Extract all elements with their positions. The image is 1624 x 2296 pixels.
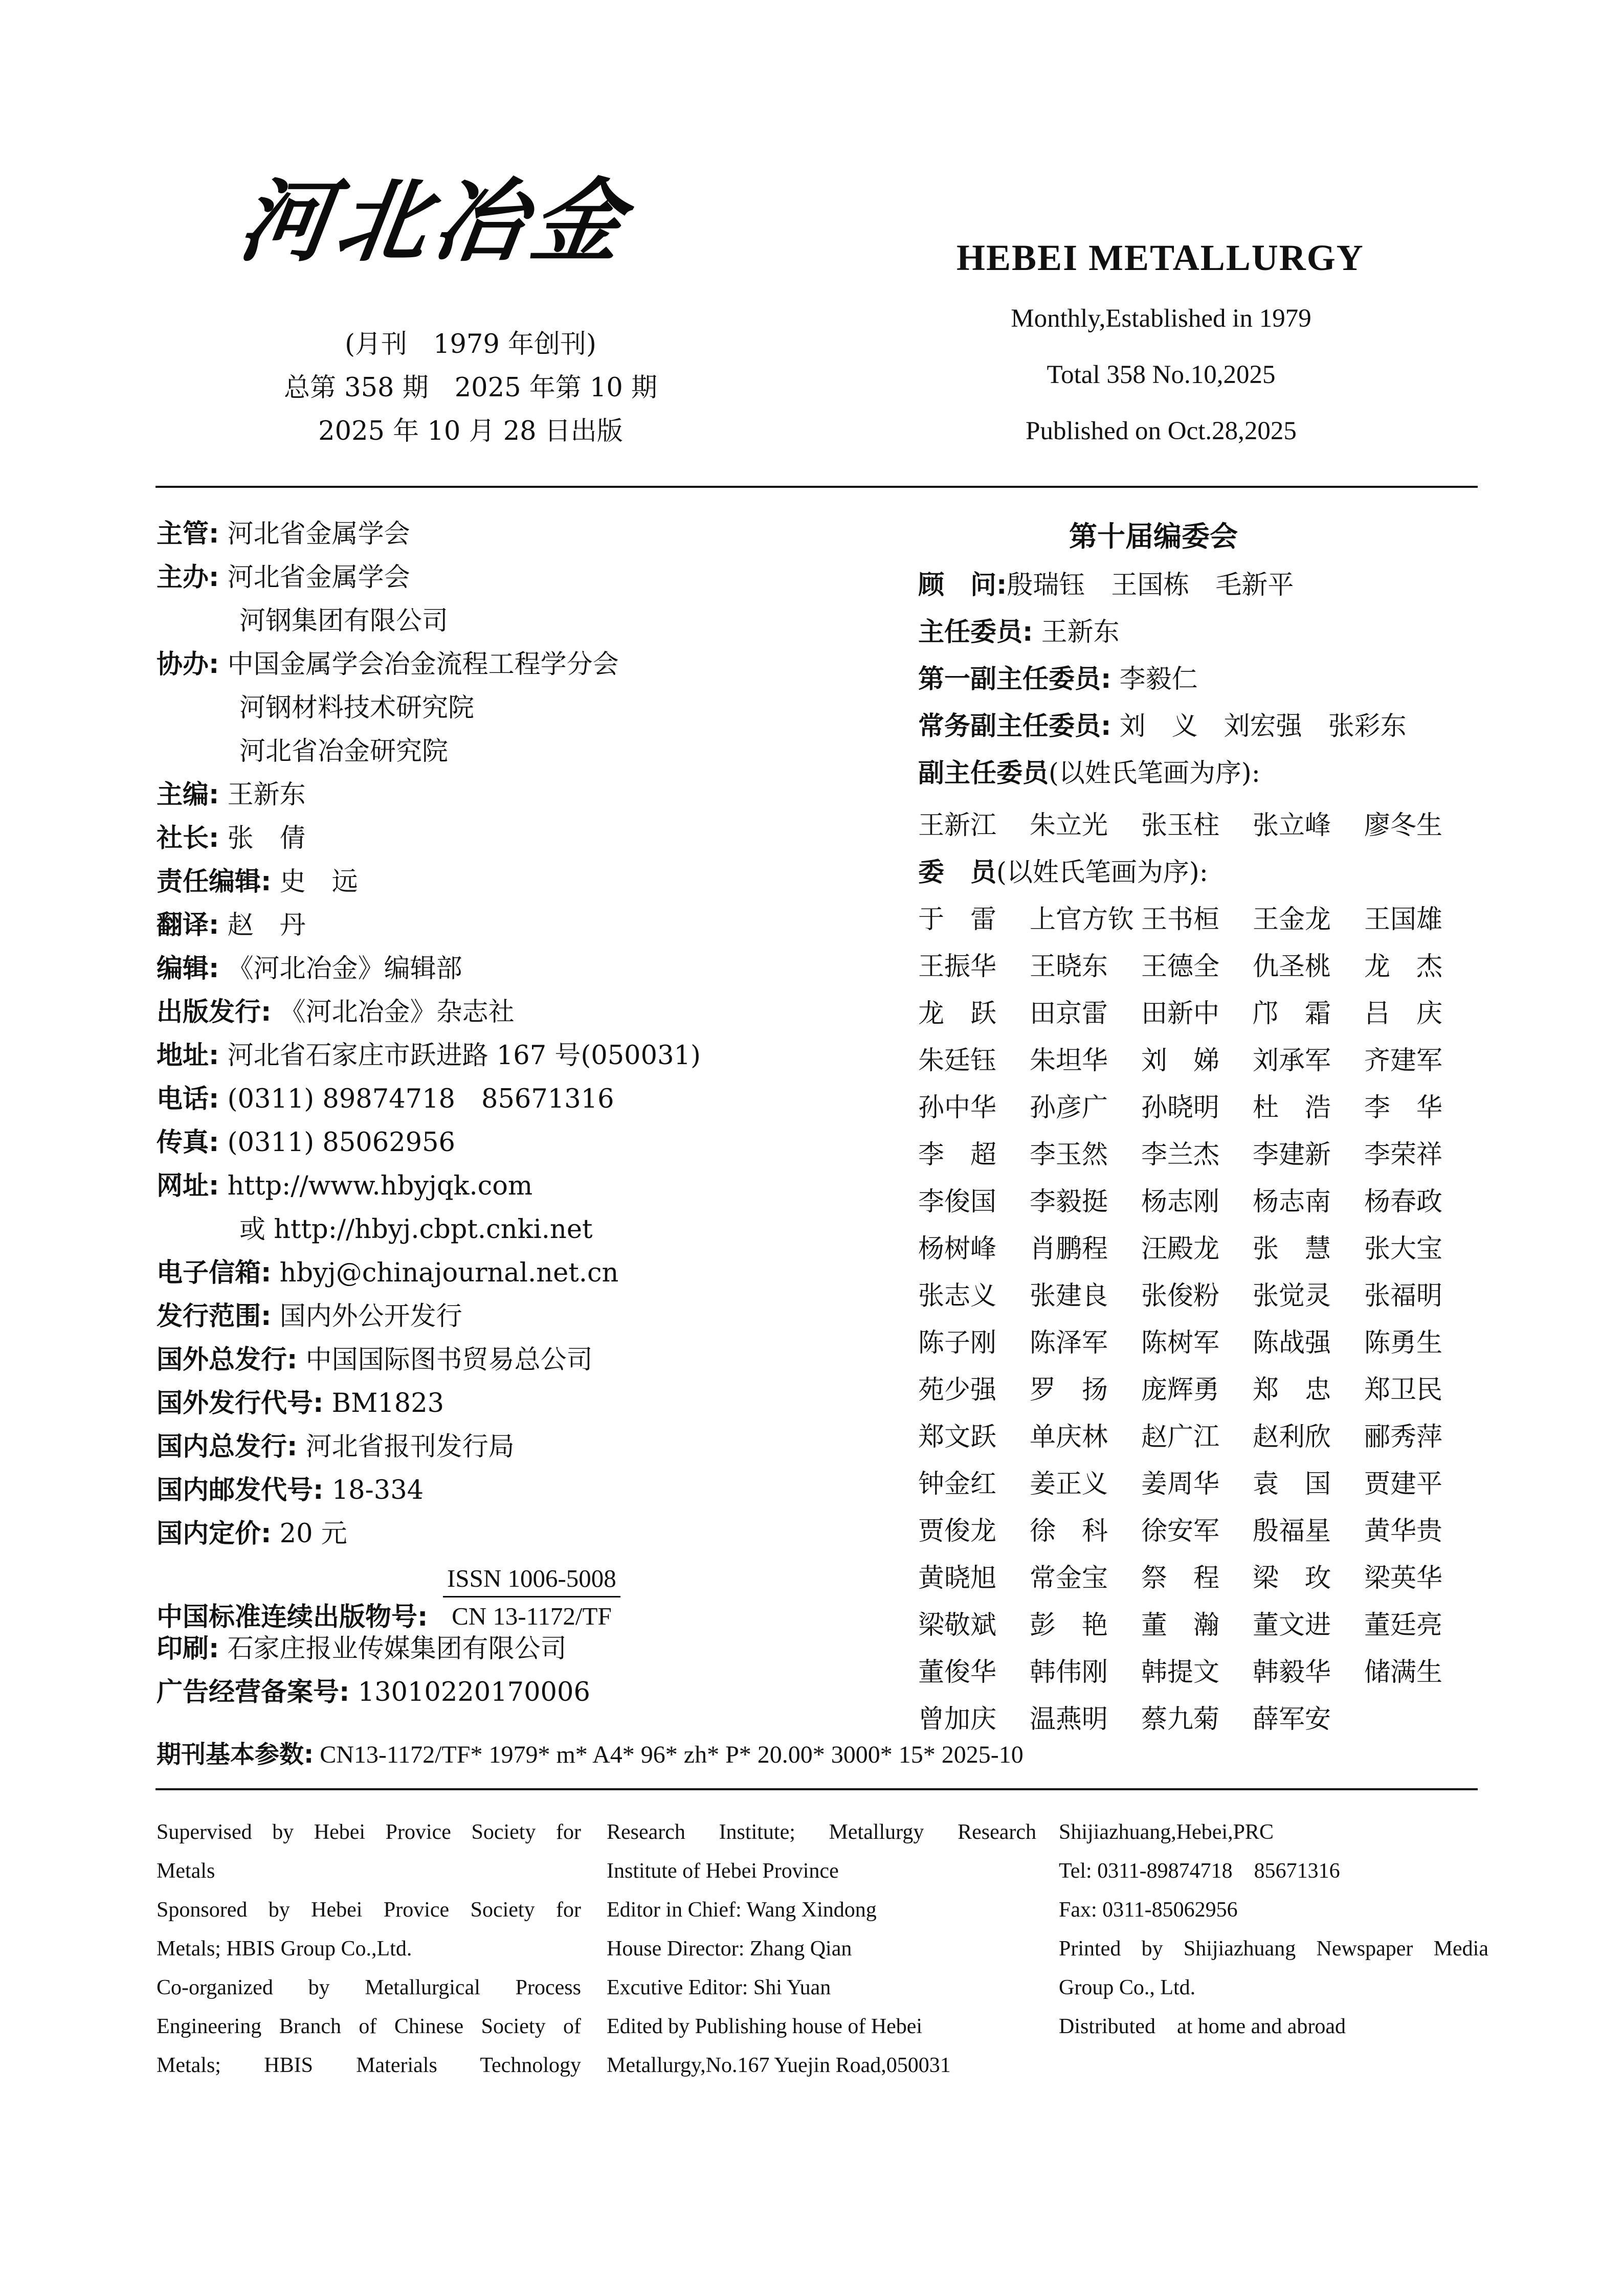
info-row: 编辑: 《河北冶金》编辑部 <box>157 954 462 984</box>
info-row: 主编: 王新东 <box>157 780 306 810</box>
footer-line: Metals; HBIS Materials Technology <box>157 2054 581 2077</box>
member-name: 张觉灵 <box>1253 1281 1331 1311</box>
footer-line: Metals <box>157 1859 215 1883</box>
footer-line: Supervised by Hebei Provice Society for <box>157 1820 581 1844</box>
member-name: 罗 扬 <box>1030 1375 1108 1405</box>
member-name: 赵利欣 <box>1253 1422 1331 1452</box>
name-row <box>918 947 1481 994</box>
name-row <box>918 1135 1481 1182</box>
footer-line: Sponsored by Hebei Provice Society for <box>157 1898 581 1922</box>
member-name: 邝 霜 <box>1253 999 1331 1029</box>
footer-line: Research Institute; Metallurgy Research <box>607 1820 1036 1844</box>
name-row <box>918 1088 1481 1135</box>
info-row: 电话: (0311) 89874718 85671316 <box>157 1084 614 1114</box>
info-row: 印刷: 石家庄报业传媒集团有限公司 <box>157 1634 567 1664</box>
info-row: 广告经营备案号: 13010220170006 <box>157 1677 590 1707</box>
name-row <box>918 1699 1481 1746</box>
member-name: 朱廷钰 <box>918 1046 997 1076</box>
footer-line: Engineering Branch of Chinese Society of <box>157 2015 581 2038</box>
member-name: 韩提文 <box>1141 1657 1220 1687</box>
member-name: 田京雷 <box>1030 999 1108 1029</box>
issn-fraction <box>443 1564 620 1631</box>
member-name: 王金龙 <box>1253 905 1331 935</box>
info-row: 社长: 张 倩 <box>157 823 306 853</box>
member-name: 温燕明 <box>1030 1704 1108 1735</box>
info-row: 出版发行: 《河北冶金》杂志社 <box>157 997 515 1027</box>
member-name: 董文进 <box>1253 1610 1331 1640</box>
footer-line: Distributed at home and abroad <box>1059 2015 1346 2038</box>
name-row <box>918 805 1481 852</box>
member-name: 龙 跃 <box>918 999 997 1029</box>
name-row <box>918 1417 1481 1464</box>
member-name: 黄华贵 <box>1364 1516 1443 1546</box>
member-name: 刘承军 <box>1253 1046 1331 1076</box>
board-director: 主任委员: 王新东 <box>918 617 1120 647</box>
info-row: 翻译: 赵 丹 <box>157 910 306 940</box>
member-name: 殷福星 <box>1253 1516 1331 1546</box>
member-name: 储满生 <box>1364 1657 1443 1687</box>
board-first-vice-director: 第一副主任委员: 李毅仁 <box>918 664 1198 694</box>
issn-label: 中国标准连续出版物号: <box>157 1602 428 1632</box>
member-name: 赵广江 <box>1141 1422 1220 1452</box>
member-name: 单庆林 <box>1030 1422 1108 1452</box>
member-name: 苑少强 <box>918 1375 997 1405</box>
member-name: 王新江 <box>918 811 997 841</box>
footer-line: Metallurgy,No.167 Yuejin Road,050031 <box>607 2054 951 2077</box>
english-title: HEBEI METALLURGY <box>956 237 1364 278</box>
member-name: 李兰杰 <box>1141 1140 1220 1170</box>
member-name: 祭 程 <box>1141 1563 1220 1593</box>
footer-line: Group Co., Ltd. <box>1059 1976 1196 1999</box>
member-name: 朱坦华 <box>1030 1046 1108 1076</box>
footer-line: Printed by Shijiazhuang Newspaper Media <box>1059 1937 1488 1961</box>
member-name: 张建良 <box>1030 1281 1108 1311</box>
footer-column-2 <box>607 1813 1036 2085</box>
footer-line: Fax: 0311-85062956 <box>1059 1898 1238 1922</box>
member-name: 梁英华 <box>1364 1563 1443 1593</box>
member-name: 王书桓 <box>1141 905 1220 935</box>
member-name: 郑文跃 <box>918 1422 997 1452</box>
member-name: 常金宝 <box>1030 1563 1108 1593</box>
footer-column-1 <box>157 1813 581 2085</box>
name-row <box>918 1323 1481 1370</box>
editorial-board-title: 第十届编委会 <box>1069 520 1238 553</box>
info-row: 主管: 河北省金属学会 <box>157 519 410 549</box>
member-name: 郑 忠 <box>1253 1375 1331 1405</box>
member-name: 孙中华 <box>918 1093 997 1123</box>
footer-line: Editor in Chief: Wang Xindong <box>607 1898 877 1922</box>
member-name: 彭 艳 <box>1030 1610 1108 1640</box>
name-row <box>918 899 1481 947</box>
member-name: 韩伟刚 <box>1030 1657 1108 1687</box>
member-name: 郦秀萍 <box>1364 1422 1443 1452</box>
member-name: 贾俊龙 <box>918 1516 997 1546</box>
member-name: 梁敬斌 <box>918 1610 997 1640</box>
info-continuation: 河北省冶金研究院 <box>239 736 449 767</box>
info-row: 国内定价: 20 元 <box>157 1519 347 1549</box>
member-name: 庞辉勇 <box>1141 1375 1220 1405</box>
member-name: 王晓东 <box>1030 952 1108 982</box>
member-name: 姜正义 <box>1030 1469 1108 1499</box>
footer-line: Excutive Editor: Shi Yuan <box>607 1976 831 1999</box>
member-name: 黄晓旭 <box>918 1563 997 1593</box>
member-name: 杨春政 <box>1364 1187 1443 1217</box>
member-name: 李 超 <box>918 1140 997 1170</box>
info-row: 国内邮发代号: 18-334 <box>157 1475 424 1505</box>
member-name: 张立峰 <box>1253 811 1331 841</box>
name-row <box>918 1182 1481 1229</box>
cn-number: CN 13-1172/TF <box>452 1602 612 1630</box>
website-alt-link[interactable]: 或 http://hbyj.cbpt.cnki.net <box>239 1214 593 1245</box>
info-row: 地址: 河北省石家庄市跃进路 167 号(050031) <box>157 1041 701 1071</box>
member-name: 李玉然 <box>1030 1140 1108 1170</box>
email-link[interactable]: hbyj@chinajournal.net.cn <box>271 1258 619 1288</box>
member-name: 廖冬生 <box>1364 811 1443 841</box>
name-row <box>918 1229 1481 1276</box>
footer-line: Edited by Publishing house of Hebei <box>607 2015 923 2038</box>
member-name: 刘 娣 <box>1141 1046 1220 1076</box>
info-row: 发行范围: 国内外公开发行 <box>157 1301 462 1332</box>
board-executive-vice-directors: 常务副主任委员: 刘 义 刘宏强 张彩东 <box>918 711 1407 741</box>
info-row: 传真: (0311) 85062956 <box>157 1128 455 1158</box>
name-row <box>918 1370 1481 1417</box>
member-name: 陈子刚 <box>918 1328 997 1358</box>
member-name: 肖鹏程 <box>1030 1234 1108 1264</box>
board-advisors: 顾 问:殷瑞钰 王国栋 毛新平 <box>918 570 1294 600</box>
member-name: 李 华 <box>1364 1093 1443 1123</box>
member-name: 杨志刚 <box>1141 1187 1220 1217</box>
name-row <box>918 1652 1481 1699</box>
member-name: 李建新 <box>1253 1140 1331 1170</box>
publish-date-line: 2025 年 10 月 28 日出版 <box>318 416 623 446</box>
info-row: 国外发行代号: BM1823 <box>157 1388 444 1419</box>
info-row: 国外总发行: 中国国际图书贸易总公司 <box>157 1345 593 1375</box>
member-name: 蔡九菊 <box>1141 1704 1220 1735</box>
member-name: 李俊国 <box>918 1187 997 1217</box>
member-name: 李荣祥 <box>1364 1140 1443 1170</box>
english-publish-date: Published on Oct.28,2025 <box>1026 417 1297 445</box>
info-row: 电子信箱: hbyj@chinajournal.net.cn <box>157 1258 619 1288</box>
member-name: 杨志南 <box>1253 1187 1331 1217</box>
footer-line: Shijiazhuang,Hebei,PRC <box>1059 1820 1274 1844</box>
member-name: 董 瀚 <box>1141 1610 1220 1640</box>
member-name: 李毅挺 <box>1030 1187 1108 1217</box>
info-row: 责任编辑: 史 远 <box>157 867 358 897</box>
member-name: 张大宝 <box>1364 1234 1443 1264</box>
name-row <box>918 1464 1481 1511</box>
member-name: 张玉柱 <box>1141 811 1220 841</box>
member-name: 徐 科 <box>1030 1516 1108 1546</box>
bottom-divider <box>155 1788 1478 1790</box>
info-row: 主办: 河北省金属学会 <box>157 562 410 593</box>
member-name: 张福明 <box>1364 1281 1443 1311</box>
member-name: 董俊华 <box>918 1657 997 1687</box>
member-name: 董廷亮 <box>1364 1610 1443 1640</box>
info-row: 网址: http://www.hbyjqk.com <box>157 1171 533 1201</box>
member-name: 韩毅华 <box>1253 1657 1331 1687</box>
member-name: 张俊粉 <box>1141 1281 1220 1311</box>
footer-line: Institute of Hebei Province <box>607 1859 839 1883</box>
name-row <box>918 994 1481 1041</box>
member-name: 王国雄 <box>1364 905 1443 935</box>
info-continuation: 河钢材料技术研究院 <box>239 693 475 723</box>
info-row: 协办: 中国金属学会冶金流程工程学分会 <box>157 649 619 680</box>
footer-column-3 <box>1059 1813 1488 2046</box>
member-name: 仇圣桃 <box>1253 952 1331 982</box>
member-name: 杨树峰 <box>918 1234 997 1264</box>
name-row <box>918 1605 1481 1652</box>
info-row: 国内总发行: 河北省报刊发行局 <box>157 1432 515 1462</box>
member-name: 张 慧 <box>1253 1234 1331 1264</box>
board-vice-directors-heading: 副主任委员(以姓氏笔画为序): <box>918 758 1260 789</box>
member-name: 田新中 <box>1141 999 1220 1029</box>
member-name: 梁 玫 <box>1253 1563 1331 1593</box>
name-row <box>918 1041 1481 1088</box>
member-name: 王振华 <box>918 952 997 982</box>
english-frequency: Monthly,Established in 1979 <box>1011 304 1311 333</box>
member-name: 徐安军 <box>1141 1516 1220 1546</box>
member-name: 姜周华 <box>1141 1469 1220 1499</box>
footer-line: Metals; HBIS Group Co.,Ltd. <box>157 1937 412 1961</box>
footer-line: Tel: 0311-89874718 85671316 <box>1059 1859 1340 1883</box>
member-name: 曾加庆 <box>918 1704 997 1735</box>
member-name: 杜 浩 <box>1253 1093 1331 1123</box>
member-name: 袁 国 <box>1253 1469 1331 1499</box>
footer-line: Co-organized by Metallurgical Process <box>157 1976 581 1999</box>
member-name: 吕 庆 <box>1364 999 1443 1029</box>
member-name: 张志义 <box>918 1281 997 1311</box>
top-divider <box>155 486 1478 488</box>
issn-number: ISSN 1006-5008 <box>443 1564 620 1597</box>
member-name: 齐建军 <box>1364 1046 1443 1076</box>
frequency-line: (月刊 1979 年创刊) <box>345 329 596 359</box>
website-link[interactable]: http://www.hbyjqk.com <box>219 1171 533 1201</box>
journal-logo: 河北冶金 <box>233 168 637 274</box>
member-name: 王德全 <box>1141 952 1220 982</box>
member-name: 贾建平 <box>1364 1469 1443 1499</box>
member-name: 陈战强 <box>1253 1328 1331 1358</box>
member-name: 郑卫民 <box>1364 1375 1443 1405</box>
name-row <box>918 1558 1481 1605</box>
member-name: 陈树军 <box>1141 1328 1220 1358</box>
journal-parameters: 期刊基本参数: CN13-1172/TF* 1979* m* A4* 96* zh* P* 20.00* 3000* 15* 2025-10 <box>157 1740 1024 1769</box>
member-name: 陈泽军 <box>1030 1328 1108 1358</box>
member-name: 上官方钦 <box>1030 905 1134 935</box>
member-name: 薛军安 <box>1253 1704 1331 1735</box>
member-name: 于 雷 <box>918 905 997 935</box>
footer-line: House Director: Zhang Qian <box>607 1937 852 1961</box>
member-name: 朱立光 <box>1030 811 1108 841</box>
member-name: 汪殿龙 <box>1141 1234 1220 1264</box>
member-name: 孙彦广 <box>1030 1093 1108 1123</box>
board-members-heading: 委 员(以姓氏笔画为序): <box>918 858 1208 888</box>
issue-line: 总第 358 期 2025 年第 10 期 <box>283 373 658 403</box>
english-issue: Total 358 No.10,2025 <box>1047 361 1276 389</box>
member-name: 钟金红 <box>918 1469 997 1499</box>
info-continuation: 河钢集团有限公司 <box>239 606 449 636</box>
member-name: 孙晓明 <box>1141 1093 1220 1123</box>
member-name: 陈勇生 <box>1364 1328 1443 1358</box>
name-row <box>918 1511 1481 1558</box>
name-row <box>918 1276 1481 1323</box>
member-name: 龙 杰 <box>1364 952 1443 982</box>
